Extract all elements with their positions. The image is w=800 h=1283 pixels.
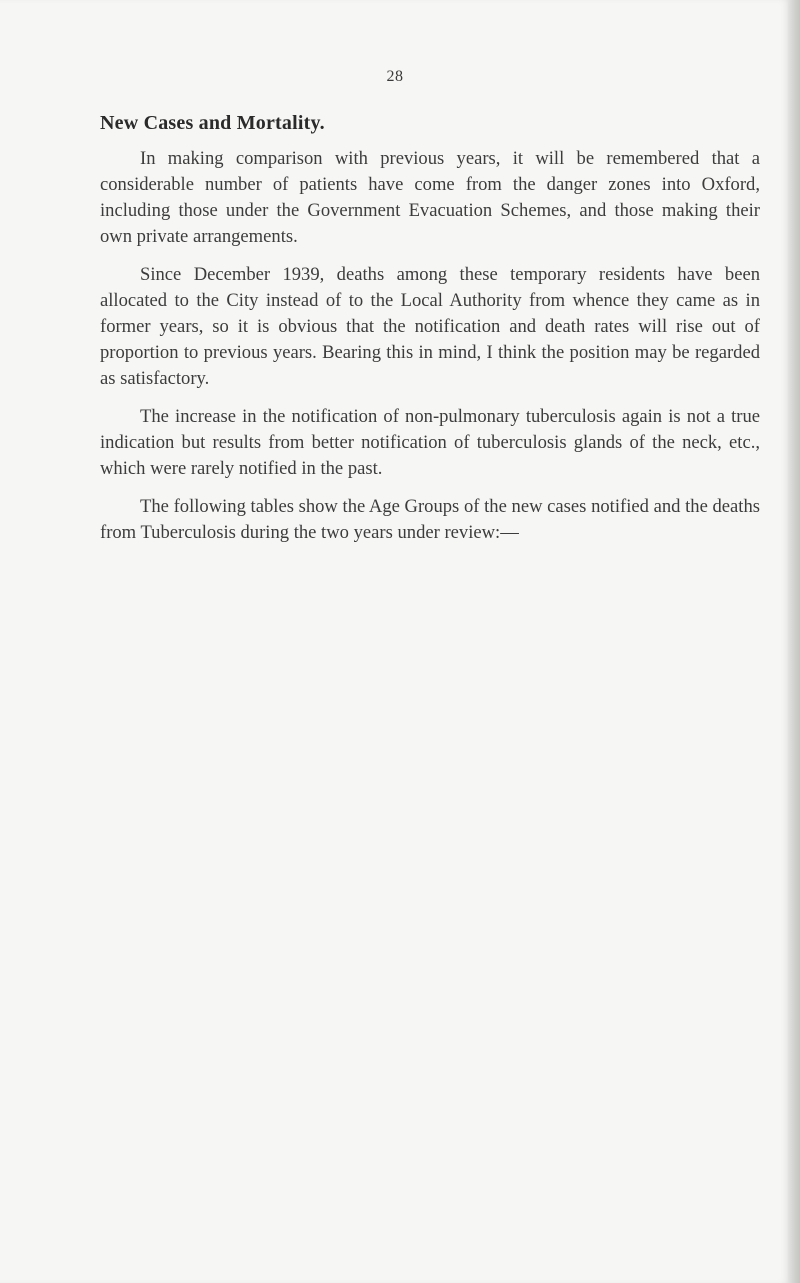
body-text: [100, 146, 760, 558]
paragraph-non-pulmonary: The increase in the notification of non-pulmonary tuberculosis again is not a true indication but results from better notification of tuberculosis glands of the neck, etc., which were rarely notified in the past.: [100, 406, 760, 479]
paragraph-tables-intro: The following tables show the Age Groups of the new cases notified and the deaths from Tuberculosis during the two years under review:—: [100, 496, 760, 543]
paragraph-death-allocation: Since December 1939, deaths among these temporary residents have been allocated to the City instead of to the Local Authority from whence they came as in former years, so it is obvious that the notification and death rates will rise out of proportion to previous years. Bearing this in mind, I think the position may be regarded as satisfactory.: [100, 264, 760, 389]
section-heading: New Cases and Mortality.: [100, 112, 325, 134]
page-number: 28: [386, 68, 404, 85]
paragraph-evacuation: In making comparison with previous years, it will be remembered that a considerable number of patients have come from the danger zones into Oxford, including those under the Government Evacuation Schemes, and those making their own private arrangements.: [100, 148, 760, 247]
page-edge-shadow: [788, 0, 800, 1283]
